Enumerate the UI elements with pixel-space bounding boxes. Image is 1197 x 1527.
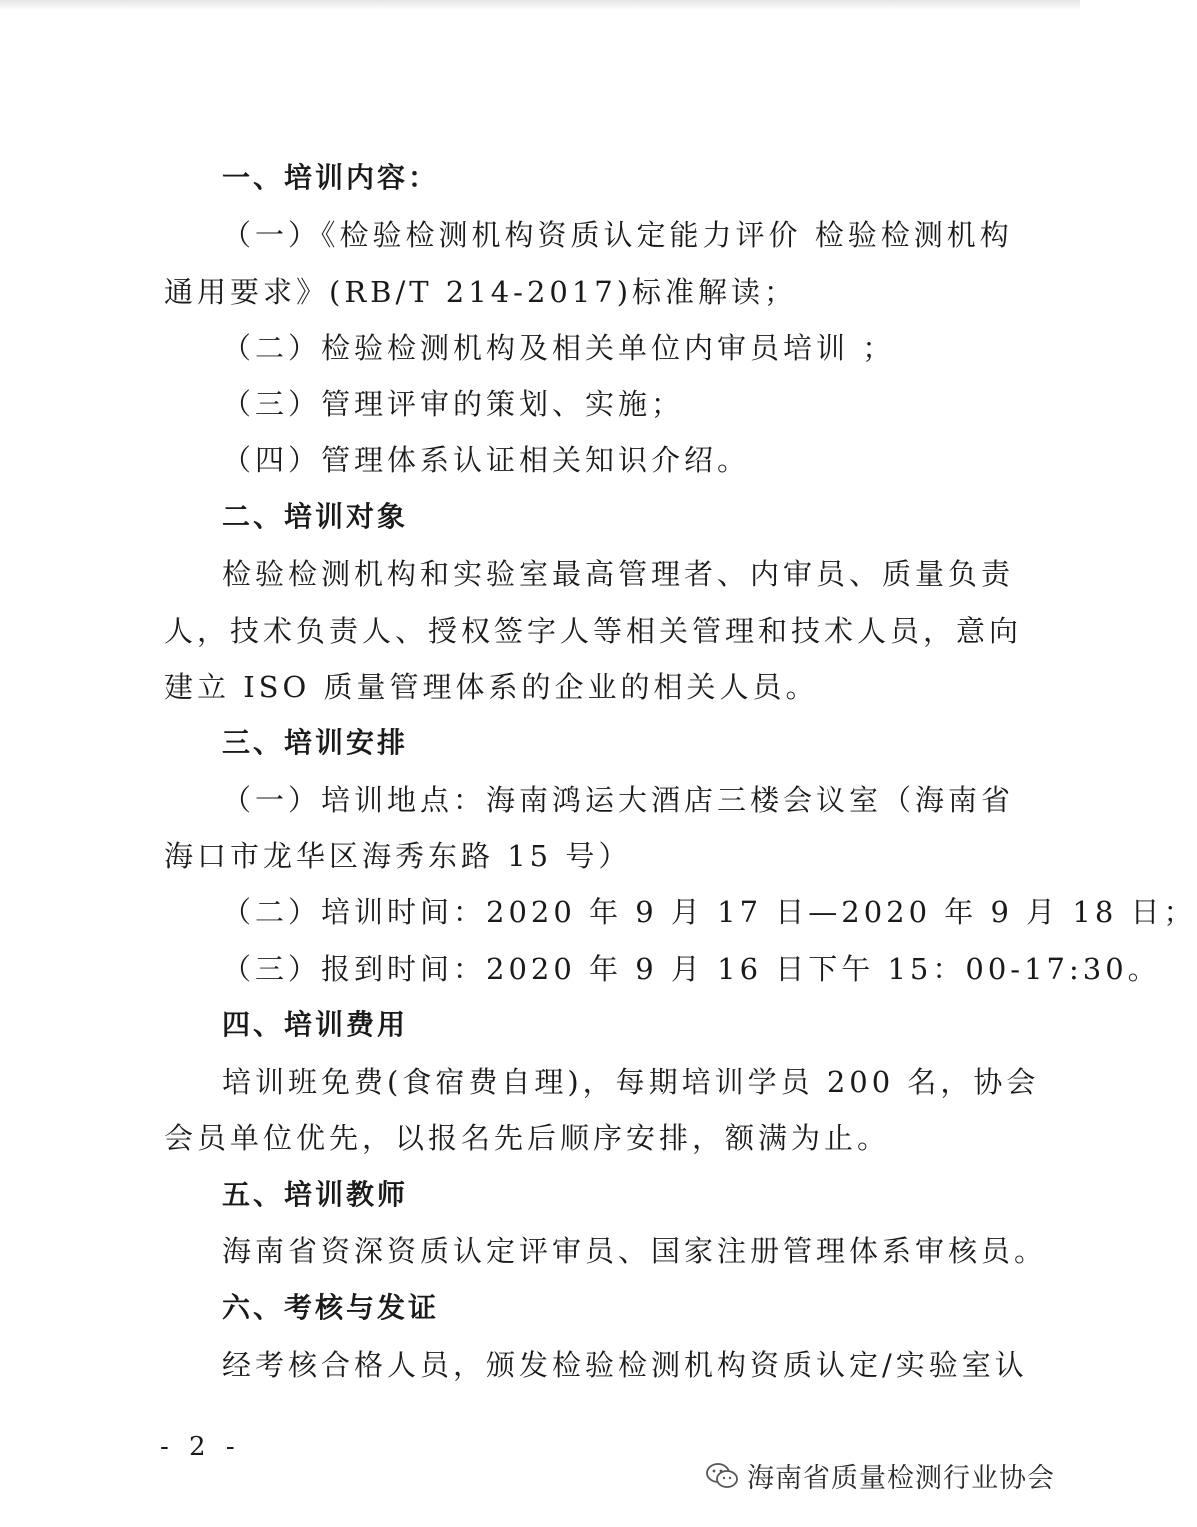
scan-edge <box>0 0 1080 10</box>
section-heading-content: 一、培训内容： <box>222 161 440 194</box>
arrangement-location: （一）培训地点：海南鸿运大酒店三楼会议室（海南省 <box>222 783 1015 817</box>
watermark-text: 海南省质量检测行业协会 <box>747 1463 1055 1494</box>
content-item-3: （三）管理评审的策划、实施； <box>222 387 685 421</box>
audience-text-3: 建立 ISO 质量管理体系的企业的相关人员。 <box>164 670 819 704</box>
watermark <box>705 1456 1055 1495</box>
content-item-1-cont: 通用要求》(RB/T 214-2017)标准解读； <box>164 275 798 309</box>
section-heading-audience: 二、培训对象 <box>222 500 409 533</box>
section-heading-teachers: 五、培训教师 <box>222 1178 409 1211</box>
section-heading-certification: 六、考核与发证 <box>222 1291 440 1324</box>
arrangement-location-cont: 海口市龙华区海秀东路 15 号） <box>164 839 632 873</box>
content-item-4: （四）管理体系认证相关知识介绍。 <box>222 443 751 477</box>
arrangement-time: （二）培训时间：2020 年 9 月 17 日—2020 年 9 月 18 日； <box>222 895 1197 929</box>
page-number: - 2 - <box>160 1432 241 1462</box>
teachers-text: 海南省资深资质认定评审员、国家注册管理体系审核员。 <box>222 1234 1048 1268</box>
arrangement-checkin: （三）报到时间：2020 年 9 月 16 日下午 15：00-17:30。 <box>222 952 1161 986</box>
fees-text-2: 会员单位优先，以报名先后顺序安排，额满为止。 <box>164 1121 891 1155</box>
section-heading-fees: 四、培训费用 <box>222 1008 409 1041</box>
certification-text: 经考核合格人员，颁发检验检测机构资质认定/实验室认 <box>222 1348 1028 1382</box>
audience-text-2: 人，技术负责人、授权签字人等相关管理和技术人员，意向 <box>164 614 1023 648</box>
audience-text-1: 检验检测机构和实验室最高管理者、内审员、质量负责 <box>222 557 1015 591</box>
section-heading-arrangement: 三、培训安排 <box>222 726 409 759</box>
wechat-icon <box>705 1461 739 1491</box>
content-item-1: （一）《检验检测机构资质认定能力评价 检验检测机构 <box>222 218 1013 252</box>
content-item-2: （二）检验检测机构及相关单位内审员培训 ； <box>222 331 896 365</box>
fees-text-1: 培训班免费(食宿费自理)，每期培训学员 200 名，协会 <box>222 1065 1040 1099</box>
